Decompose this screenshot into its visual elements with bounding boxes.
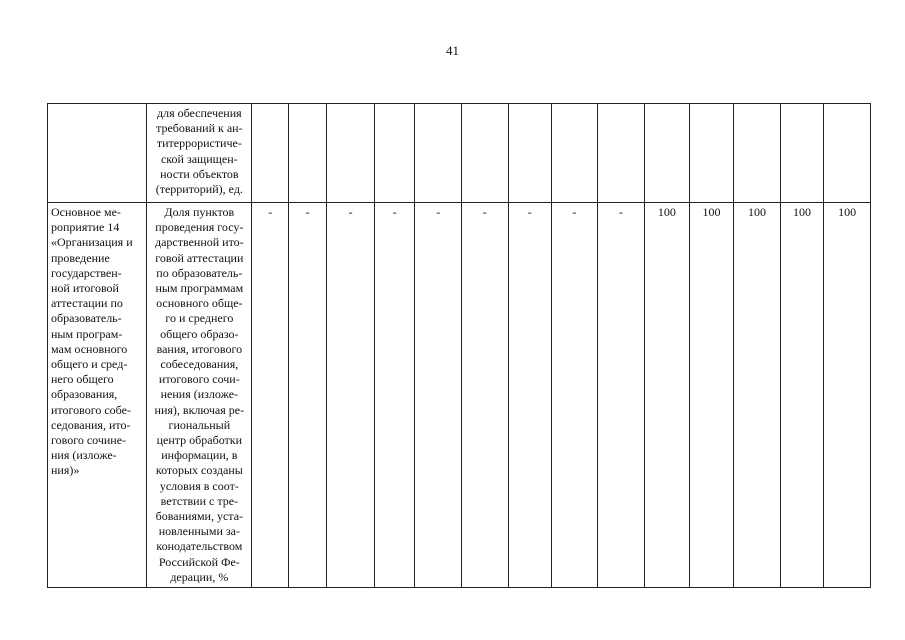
cell-text-line: бованиями, уста- — [155, 509, 244, 524]
value-cell: 100 — [645, 203, 690, 588]
value-cell — [288, 104, 326, 203]
cell-text-line: гового сочине- — [51, 433, 127, 448]
value-cell — [824, 104, 871, 203]
value-cell: 100 — [824, 203, 871, 588]
cell-text-line: ветствии с тре- — [160, 493, 239, 508]
cell-text-line: дарственной ито- — [154, 235, 244, 250]
page-number: 41 — [446, 43, 459, 58]
activity-cell — [48, 104, 147, 203]
value-cell — [327, 104, 375, 203]
cell-text-line: информации, в — [161, 448, 238, 463]
cell-text-line: дерации, % — [170, 569, 229, 584]
value-cell: - — [252, 203, 288, 588]
cell-text-line: «Организация и — [51, 235, 133, 250]
cell-text-line: ния), включая ре- — [154, 402, 245, 417]
cell-text-line: мам основного — [51, 341, 128, 356]
cell-text-line: собеседования, — [160, 357, 239, 372]
indicators-table — [47, 103, 871, 588]
cell-text-line: нения (изложе- — [160, 387, 239, 402]
cell-text-line: общего и сред- — [51, 357, 128, 372]
value-cell — [374, 104, 414, 203]
indicator-cell — [147, 203, 252, 588]
value-cell: - — [508, 203, 552, 588]
value-cell — [645, 104, 690, 203]
value-cell: 100 — [780, 203, 824, 588]
activity-cell — [48, 203, 147, 588]
indicator-cell — [147, 104, 252, 203]
cell-text-line: Доля пунктов — [164, 205, 235, 219]
value-cell: - — [461, 203, 508, 588]
value-cell — [689, 104, 734, 203]
table-row — [48, 203, 871, 588]
cell-text-line: титеррористиче- — [156, 136, 242, 151]
value-cell: - — [327, 203, 375, 588]
value-cell — [780, 104, 824, 203]
cell-text-line: ным програм- — [51, 326, 123, 341]
cell-text-line: новленными за- — [158, 524, 240, 539]
cell-text-line: образования, — [51, 387, 118, 402]
value-cell — [461, 104, 508, 203]
cell-text-line: которых созданы — [155, 463, 243, 478]
cell-text-line: Российской Фе- — [158, 554, 240, 569]
cell-text-line: ния)» — [51, 463, 80, 478]
value-cell: - — [415, 203, 462, 588]
cell-text-line: основного обще- — [156, 296, 243, 311]
cell-text-line: ным программам — [155, 281, 244, 296]
cell-text-line: условия в соот- — [159, 478, 239, 493]
table-row — [48, 104, 871, 203]
value-cell: 100 — [734, 203, 781, 588]
cell-text-line: центр обработки — [156, 433, 243, 448]
cell-text-line: требований к ан- — [156, 121, 243, 136]
cell-text-line: ния (изложе- — [51, 448, 117, 463]
cell-text-line: проведение — [51, 250, 110, 265]
cell-text-line: итогового собе- — [51, 402, 131, 417]
cell-text-line: образователь- — [51, 311, 122, 326]
cell-text-line: ской защищен- — [160, 151, 238, 166]
value-cell — [252, 104, 288, 203]
value-cell — [508, 104, 552, 203]
cell-text-line: Основное ме- — [51, 205, 121, 219]
value-cell: - — [597, 203, 645, 588]
cell-text-line: ной итоговой — [51, 281, 119, 296]
value-cell: 100 — [689, 203, 734, 588]
value-cell — [734, 104, 781, 203]
cell-text-line: конодательством — [156, 539, 243, 554]
cell-text-line: гиональный — [168, 417, 231, 432]
cell-text-line: по образователь- — [156, 265, 243, 280]
cell-text-line: него общего — [51, 372, 114, 387]
cell-text-line: говой аттестации — [155, 250, 244, 265]
cell-text-line: (территорий), ед. — [155, 182, 243, 197]
value-cell: - — [552, 203, 598, 588]
value-cell — [415, 104, 462, 203]
value-cell — [552, 104, 598, 203]
cell-text-line: итогового сочи- — [158, 372, 240, 387]
cell-text-line: государствен- — [51, 265, 122, 280]
cell-text-line: го и среднего — [165, 311, 234, 326]
value-cell: - — [288, 203, 326, 588]
cell-text-line: для обеспечения — [156, 106, 242, 120]
table-body — [48, 104, 871, 588]
cell-text-line: проведения госу- — [155, 220, 244, 235]
cell-text-line: вания, итогового — [156, 341, 243, 356]
cell-text-line: седования, ито- — [51, 417, 131, 432]
value-cell — [597, 104, 645, 203]
cell-text-line: роприятие 14 — [51, 220, 120, 235]
cell-text-line: ности объектов — [160, 166, 239, 181]
cell-text-line: общего образо- — [160, 326, 239, 341]
value-cell: - — [374, 203, 414, 588]
cell-text-line: аттестации по — [51, 296, 123, 311]
